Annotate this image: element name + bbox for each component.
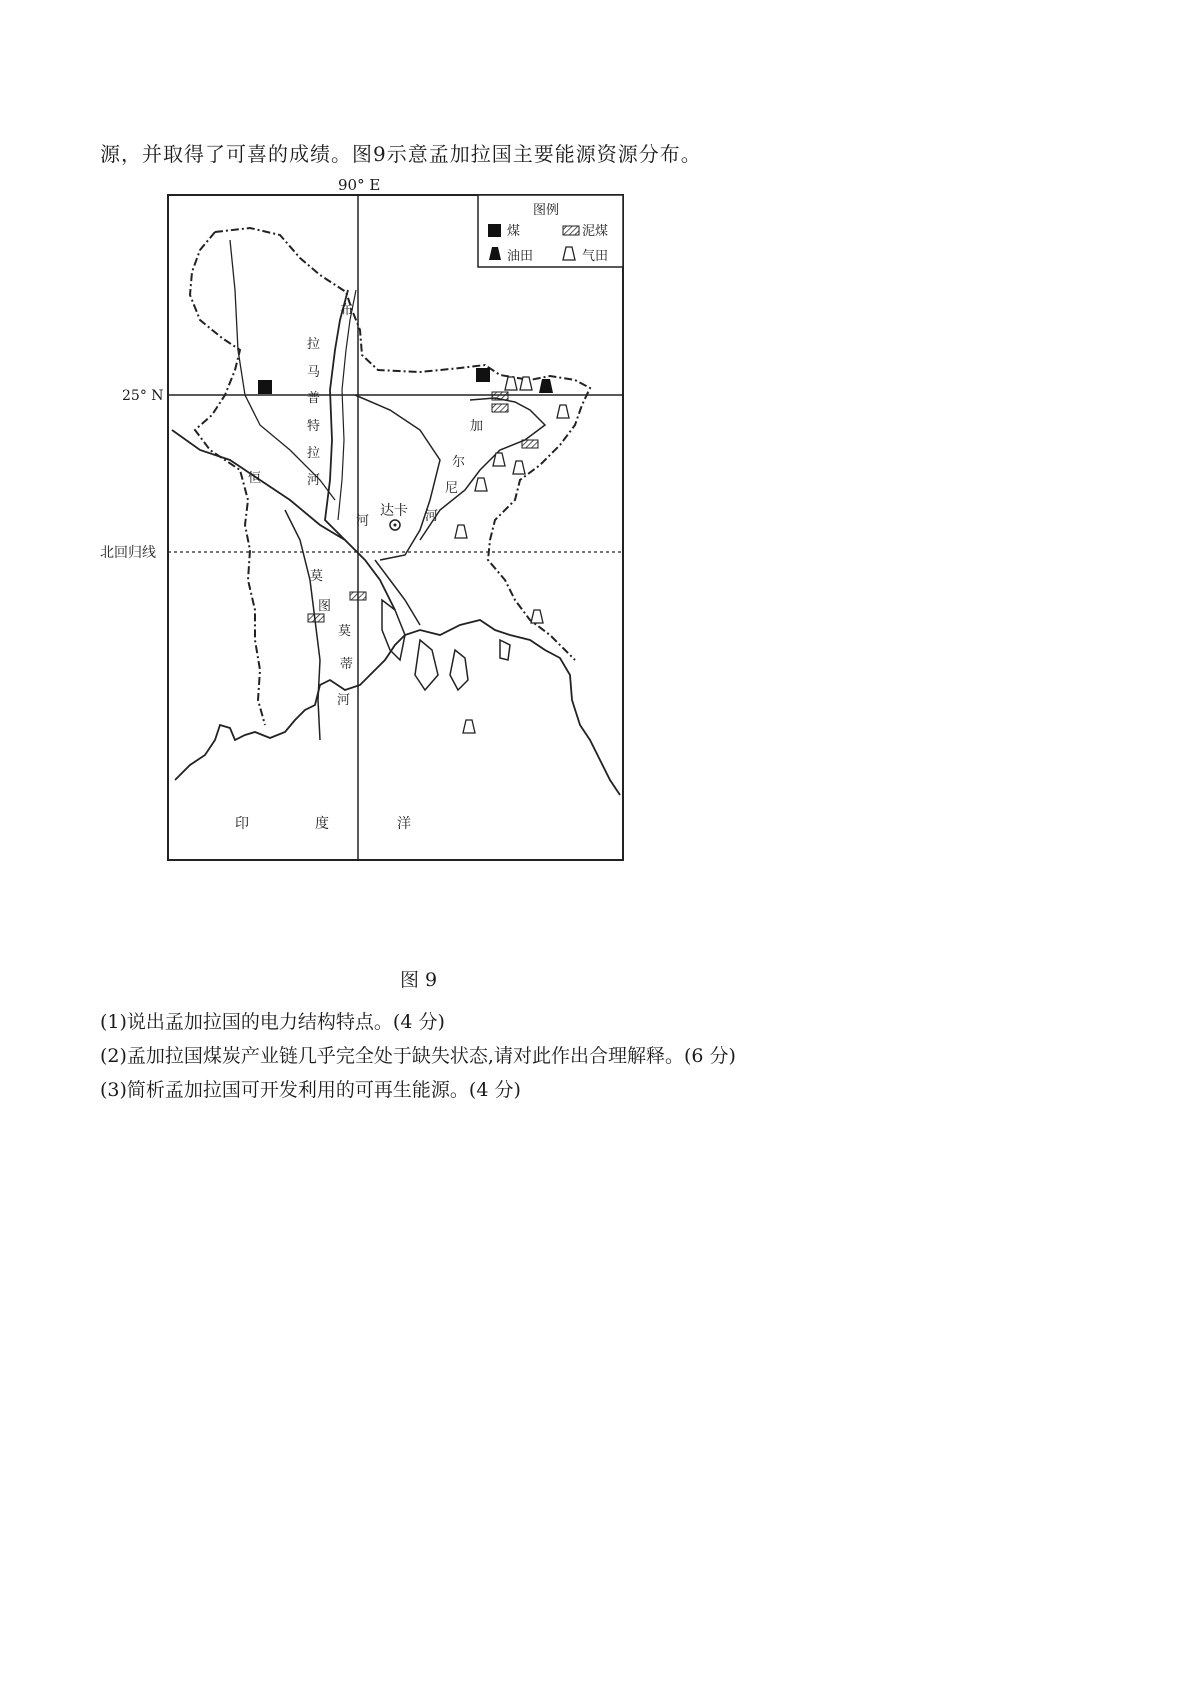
delta-island xyxy=(450,650,468,690)
dhaka-marker-center xyxy=(394,524,397,527)
intro-paragraph: 源，并取得了可喜的成绩。图9示意孟加拉国主要能源资源分布。 xyxy=(100,142,702,166)
gas-field-icon xyxy=(455,525,467,538)
gas-field-icon xyxy=(557,405,569,418)
ganges-label: 恒 xyxy=(248,471,262,486)
legend-oil-label: 油田 xyxy=(507,249,534,264)
coastline xyxy=(175,620,620,795)
brahmaputra-label: 布 拉 马 普 特 拉 河 xyxy=(307,303,354,488)
map-legend xyxy=(478,195,623,267)
gas-field-icon xyxy=(505,377,517,390)
tropic-label: 北回归线 xyxy=(100,545,156,561)
gorai-label: 莫 图 莫 蒂 河 xyxy=(310,569,354,708)
dhaka-label: 达卡 xyxy=(380,503,408,519)
gas-field-icon xyxy=(531,610,543,623)
delta-island xyxy=(415,640,438,690)
legend-coal-label: 煤 xyxy=(507,224,521,239)
peat-deposit-icon xyxy=(308,614,324,622)
kal-label: 加 尔 尼 河 xyxy=(425,419,484,524)
question-2: (2)孟加拉国煤炭产业链几乎完全处于缺失状态,请对此作出合理解释。(6 分) xyxy=(100,1045,736,1067)
peat-hatched-icon xyxy=(563,226,579,235)
legend-title: 图例 xyxy=(533,203,560,218)
question-1: (1)说出孟加拉国的电力结构特点。(4 分) xyxy=(100,1011,445,1033)
question-3: (3)简析孟加拉国可开发利用的可再生能源。(4 分) xyxy=(100,1079,521,1101)
legend-peat-label: 泥煤 xyxy=(582,224,609,239)
peat-deposit-icon xyxy=(350,592,366,600)
kal-river xyxy=(355,395,440,560)
latitude-label: 25° N xyxy=(122,388,164,404)
oil-field-icon xyxy=(539,379,553,393)
ocean-label: 印 度 洋 xyxy=(235,816,412,832)
gas-field-icon xyxy=(513,461,525,474)
brahmaputra-river xyxy=(325,290,348,540)
brahmaputra-river xyxy=(338,290,356,520)
map-frame xyxy=(168,195,623,860)
question-list xyxy=(100,1005,736,1107)
peat-deposit-icon xyxy=(522,440,538,448)
ganges-label: 河 xyxy=(356,514,370,529)
legend-gas-label: 气田 xyxy=(582,249,609,264)
gas-field-icon xyxy=(475,478,487,491)
delta-island xyxy=(500,640,510,660)
peat-deposit-icon xyxy=(492,404,508,412)
energy-resource-map xyxy=(100,176,640,880)
longitude-label: 90° E xyxy=(338,176,381,194)
coal-deposit-icon xyxy=(476,368,490,382)
coal-deposit-icon xyxy=(258,380,272,394)
figure-caption: 图 9 xyxy=(400,969,438,991)
peat-deposit-icon xyxy=(492,392,508,400)
gas-field-icon xyxy=(463,720,475,733)
coal-square-icon xyxy=(488,224,501,237)
